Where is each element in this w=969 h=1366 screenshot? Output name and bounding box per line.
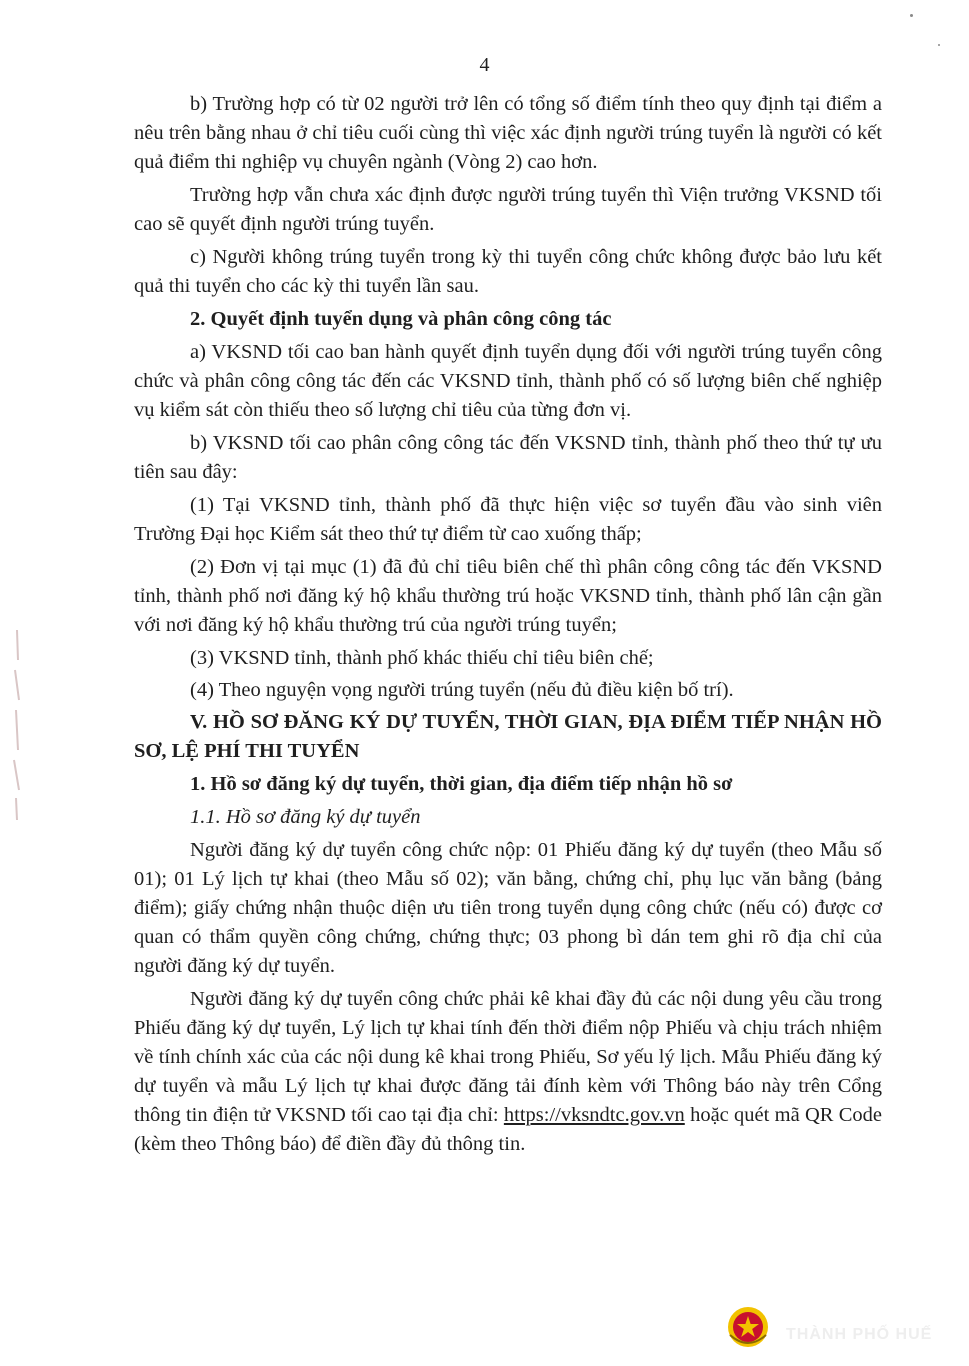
list-item-priority-1: (1) Tại VKSND tỉnh, thành phố đã thực hiện việc sơ tuyển đầu vào sinh viên Trường Đại học Kiểm sát theo thứ tự điểm từ cao xuống thấp; <box>134 494 882 545</box>
section-heading-application-docs: 1. Hồ sơ đăng ký dự tuyển, thời gian, địa điểm tiếp nhận hồ sơ <box>190 773 733 795</box>
page-number: 4 <box>479 54 490 76</box>
list-item-priority-4: (4) Theo nguyện vọng người trúng tuyển (nếu đủ điều kiện bố trí). <box>190 679 734 701</box>
scan-speck <box>910 14 913 17</box>
paragraph-declaration-tail: hoặc quét mã QR Code (kèm theo Thông báo) để điền đầy đủ thông tin. <box>134 1104 882 1155</box>
paragraph-tie-break-rule: b) Trường hợp có từ 02 người trở lên có tổng số điểm tính theo quy định tại điểm a nêu trên bằng nhau ở chỉ tiêu cuối cùng thì việc xác định người trúng tuyển là người có kết quả điểm thi nghiệp vụ chuyên ngành (Vòng 2) cao hơn. <box>134 93 882 173</box>
subsection-heading-docs: 1.1. Hồ sơ đăng ký dự tuyển <box>190 806 421 828</box>
paragraph-declaration-duty <box>134 985 882 1159</box>
scan-artifact-mark <box>10 630 24 820</box>
paragraph-assignment-priority: b) VKSND tối cao phân công công tác đến VKSND tỉnh, thành phố theo thứ tự ưu tiên sau đây: <box>134 432 882 483</box>
footer-watermark: THÀNH PHỐ HUẾ <box>786 1326 933 1343</box>
paragraph-director-decides: Trường hợp vẫn chưa xác định được người trúng tuyển thì Viện trưởng VKSND tối cao sẽ quyết định người trúng tuyển. <box>134 184 882 235</box>
scan-speck <box>938 44 940 46</box>
paragraph-no-result-retention: c) Người không trúng tuyển trong kỳ thi tuyển công chức không được bảo lưu kết quả thi tuyển cho các kỳ thi tuyển lần sau. <box>134 246 882 297</box>
paragraph-required-documents: Người đăng ký dự tuyển công chức nộp: 01 Phiếu đăng ký dự tuyển (theo Mẫu số 01); 01 Lý lịch tự khai (theo Mẫu số 02); văn bằng, chứng chỉ, phụ lục văn bằng (bảng điểm); giấy chứng nhận thuộc diện ưu tiên trong tuyển dụng công chức (nếu có) được cơ quan có thẩm quyền công chứng, chứng thực; 03 phong bì dán tem ghi rõ địa chỉ của người đăng ký dự tuyển. <box>134 839 882 977</box>
state-emblem-icon <box>726 1305 770 1349</box>
paragraph-declaration-text: Người đăng ký dự tuyển công chức phải kê khai đầy đủ các nội dung yêu cầu trong Phiếu đăng ký dự tuyển, Lý lịch tự khai tính đến thời điểm nộp Phiếu và chịu trách nhiệm về tính chính xác của các nội dung kê khai trong Phiếu, Sơ yếu lý lịch. Mẫu Phiếu đăng ký dự tuyển và mẫu Lý lịch tự khai được đăng tải đính kèm với Thông báo này trên Cổng thông tin điện tử VKSND tối cao tại địa chỉ: <box>134 988 882 1126</box>
section-heading-decision: 2. Quyết định tuyển dụng và phân công công tác <box>190 308 612 330</box>
list-item-priority-3: (3) VKSND tỉnh, thành phố khác thiếu chỉ tiêu biên chế; <box>190 647 654 669</box>
section-heading-roman-v: V. HỒ SƠ ĐĂNG KÝ DỰ TUYỂN, THỜI GIAN, ĐỊA ĐIỂM TIẾP NHẬN HỒ SƠ, LỆ PHÍ THI TUYỂN <box>134 711 882 762</box>
list-item-priority-2: (2) Đơn vị tại mục (1) đã đủ chỉ tiêu biên chế thì phân công công tác đến VKSND tỉnh, thành phố nơi đăng ký hộ khẩu thường trú hoặc VKSND tỉnh, thành phố lân cận gần với nơi đăng ký hộ khẩu thường trú của người trúng tuyển; <box>134 556 882 636</box>
document-body <box>134 90 882 1163</box>
website-link[interactable]: https://vksndtc.gov.vn <box>503 1104 685 1126</box>
paragraph-recruitment-decision: a) VKSND tối cao ban hành quyết định tuyển dụng đối với người trúng tuyển công chức và phân công công tác đến các VKSND tỉnh, thành phố có số lượng biên chế nghiệp vụ kiểm sát còn thiếu theo số lượng chỉ tiêu của từng đơn vị. <box>134 341 882 421</box>
